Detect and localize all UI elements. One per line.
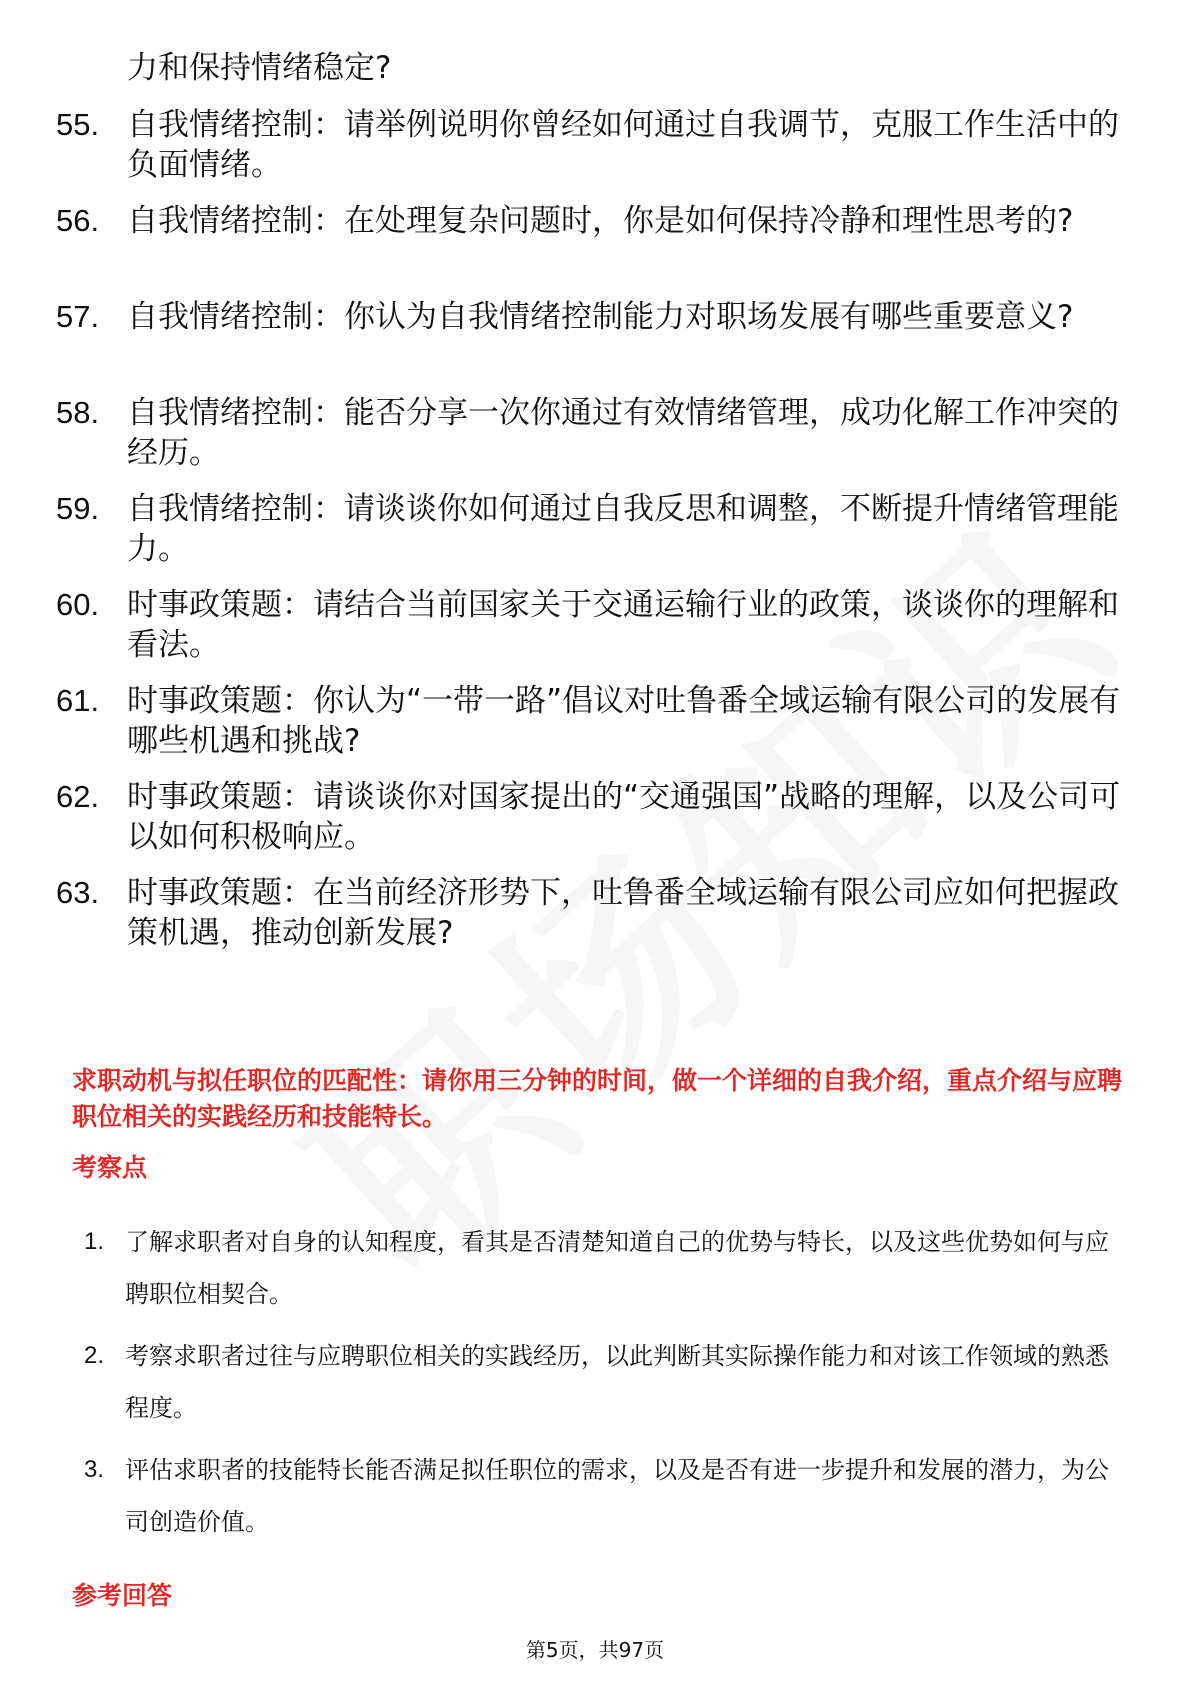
highlight-question: 求职动机与拟任职位的匹配性：请你用三分钟的时间，做一个详细的自我介绍，重点介绍与应聘职位相关的实践经历和技能特长。 — [72, 1066, 1123, 1131]
question-number: 63. — [56, 875, 100, 910]
assessment-heading: 考察点 — [72, 1153, 148, 1182]
question-number: 56. — [56, 203, 100, 238]
question-number: 55. — [56, 107, 100, 142]
point-text: 考察求职者过往与应聘职位相关的实践经历，以此判断其实际操作能力和对该工作领域的熟悉程度。 — [125, 1342, 1109, 1422]
question-text: 时事政策题：请结合当前国家关于交通运输行业的政策，谈谈你的理解和看法。 — [127, 587, 1119, 663]
question-text: 自我情绪控制：请谈谈你如何通过自我反思和调整，不断提升情绪管理能力。 — [127, 491, 1119, 567]
continuation-line: 力和保持情绪稳定? — [127, 50, 392, 86]
question-number: 59. — [56, 491, 100, 526]
question-number: 60. — [56, 587, 100, 622]
point-text: 了解求职者对自身的认知程度，看其是否清楚知道自己的优势与特长，以及这些优势如何与应聘职位相契合。 — [125, 1228, 1109, 1308]
question-text: 自我情绪控制：在处理复杂问题时，你是如何保持冷静和理性思考的? — [127, 203, 1074, 239]
point-number: 1. — [84, 1228, 105, 1255]
question-text: 自我情绪控制：你认为自我情绪控制能力对职场发展有哪些重要意义? — [127, 299, 1074, 335]
point-number: 3. — [84, 1456, 105, 1483]
question-text: 自我情绪控制：请举例说明你曾经如何通过自我调节，克服工作生活中的负面情绪。 — [127, 107, 1119, 183]
question-number: 57. — [56, 299, 100, 334]
point-number: 2. — [84, 1342, 105, 1369]
point-text: 评估求职者的技能特长能否满足拟任职位的需求，以及是否有进一步提升和发展的潜力，为公司创造价值。 — [125, 1456, 1109, 1536]
question-number: 61. — [56, 683, 100, 718]
reference-heading: 参考回答 — [72, 1581, 173, 1610]
question-text: 时事政策题：你认为“一带一路”倡议对吐鲁番全域运输有限公司的发展有哪些机遇和挑战? — [127, 683, 1121, 759]
question-text: 时事政策题：请谈谈你对国家提出的“交通强国”战略的理解，以及公司可以如何积极响应。 — [127, 779, 1121, 855]
question-text: 时事政策题：在当前经济形势下，吐鲁番全域运输有限公司应如何把握政策机遇，推动创新发展? — [127, 875, 1119, 951]
question-number: 58. — [56, 395, 100, 430]
question-number: 62. — [56, 779, 100, 814]
question-text: 自我情绪控制：能否分享一次你通过有效情绪管理，成功化解工作冲突的经历。 — [127, 395, 1119, 471]
page-footer: 第5页，共97页 — [525, 1638, 665, 1662]
